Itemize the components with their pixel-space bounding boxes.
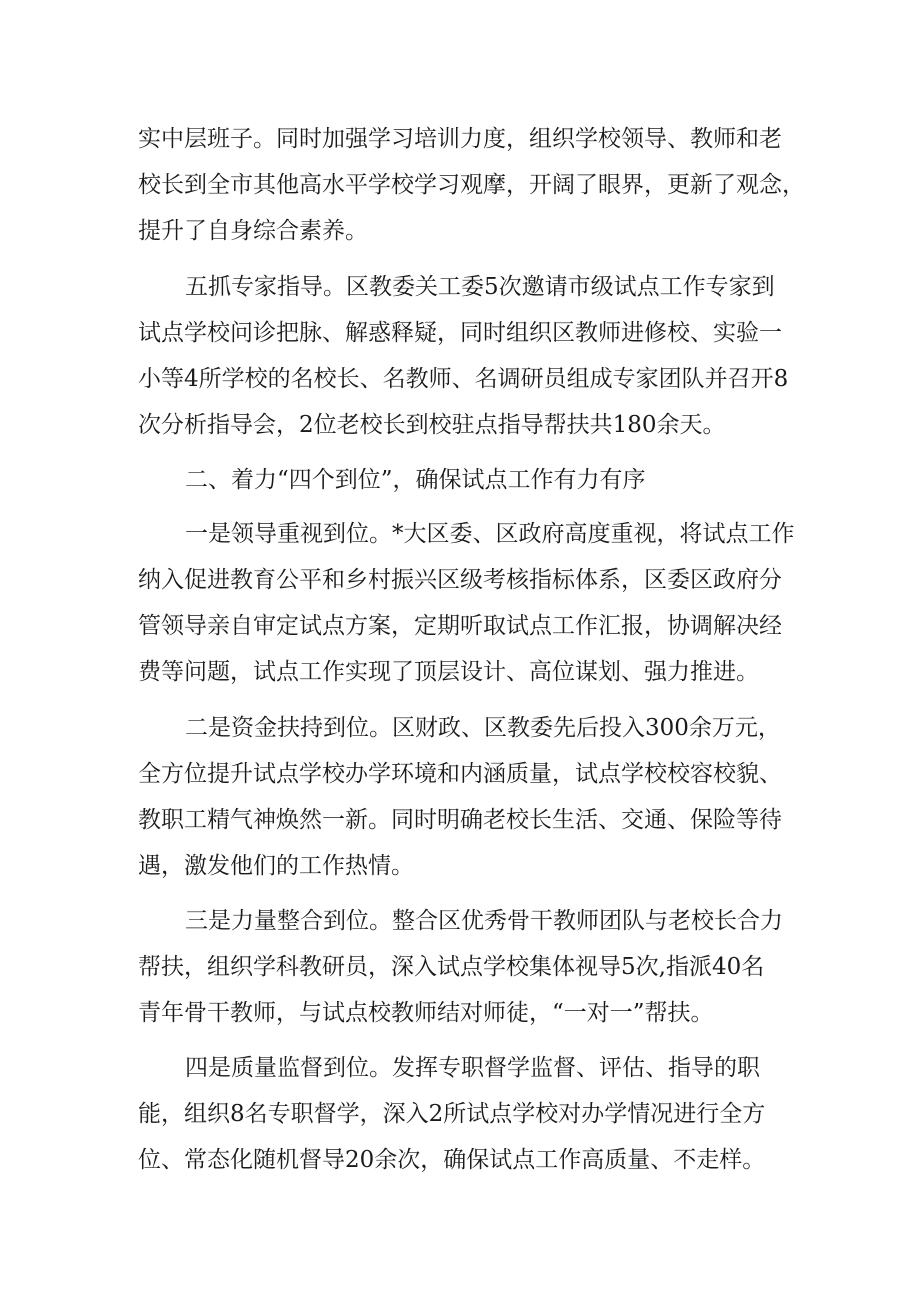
line-15: 教职工精气神焕然一新。同时明确老校长生活、交通、保险等待 bbox=[138, 807, 782, 833]
line-13: 二是资金扶持到位。区财政、区教委先后投入300余万元， bbox=[185, 715, 781, 741]
line-20: 四是质量监督到位。发挥专职督学监督、评估、指导的职 bbox=[185, 1055, 760, 1081]
line-1: 实中层班子。同时加强学习培训力度，组织学校领导、教师和老 bbox=[138, 126, 782, 152]
line-9: 一是领导重视到位。*大区委、区政府高度重视，将试点工作 bbox=[185, 521, 795, 547]
line-14: 全方位提升试点学校办学环境和内涵质量，试点学校校容校貌、 bbox=[138, 761, 782, 787]
line-16: 遇，激发他们的工作热情。 bbox=[138, 853, 414, 879]
line-2: 校长到全市其他高水平学校学习观摩，开阔了眼界，更新了观念， bbox=[138, 172, 805, 198]
section-heading: 二、着力“四个到位”，确保试点工作有力有序 bbox=[185, 467, 646, 493]
line-5: 试点学校问诊把脉、解惑释疑，同时组织区教师进修校、实验一 bbox=[138, 320, 782, 346]
line-17: 三是力量整合到位。整合区优秀骨干教师团队与老校长合力 bbox=[185, 908, 783, 934]
line-18: 帮扶，组织学科教研员，深入试点学校集体视导5次,指派40名 bbox=[138, 954, 765, 980]
line-6: 小等4所学校的名校长、名教师、名调研员组成专家团队并召开8 bbox=[138, 366, 789, 392]
line-3: 提升了自身综合素养。 bbox=[138, 218, 368, 244]
line-19: 青年骨干教师，与试点校教师结对师徒，“一对一”帮扶。 bbox=[138, 1000, 714, 1026]
line-7: 次分析指导会，2位老校长到校驻点指导帮扶共180余天。 bbox=[138, 412, 726, 438]
line-21: 能，组织8名专职督学，深入2所试点学校对办学情况进行全方 bbox=[138, 1101, 766, 1127]
line-4: 五抓专家指导。区教委关工委5次邀请市级试点工作专家到 bbox=[185, 274, 775, 300]
line-22: 位、常态化随机督导20余次，确保试点工作高质量、不走样。 bbox=[138, 1147, 766, 1173]
line-11: 管领导亲自审定试点方案，定期听取试点工作汇报，协调解决经 bbox=[138, 613, 782, 639]
line-12: 费等问题，试点工作实现了顶层设计、高位谋划、强力推进。 bbox=[138, 659, 759, 685]
line-10: 纳入促进教育公平和乡村振兴区级考核指标体系，区委区政府分 bbox=[138, 567, 782, 593]
